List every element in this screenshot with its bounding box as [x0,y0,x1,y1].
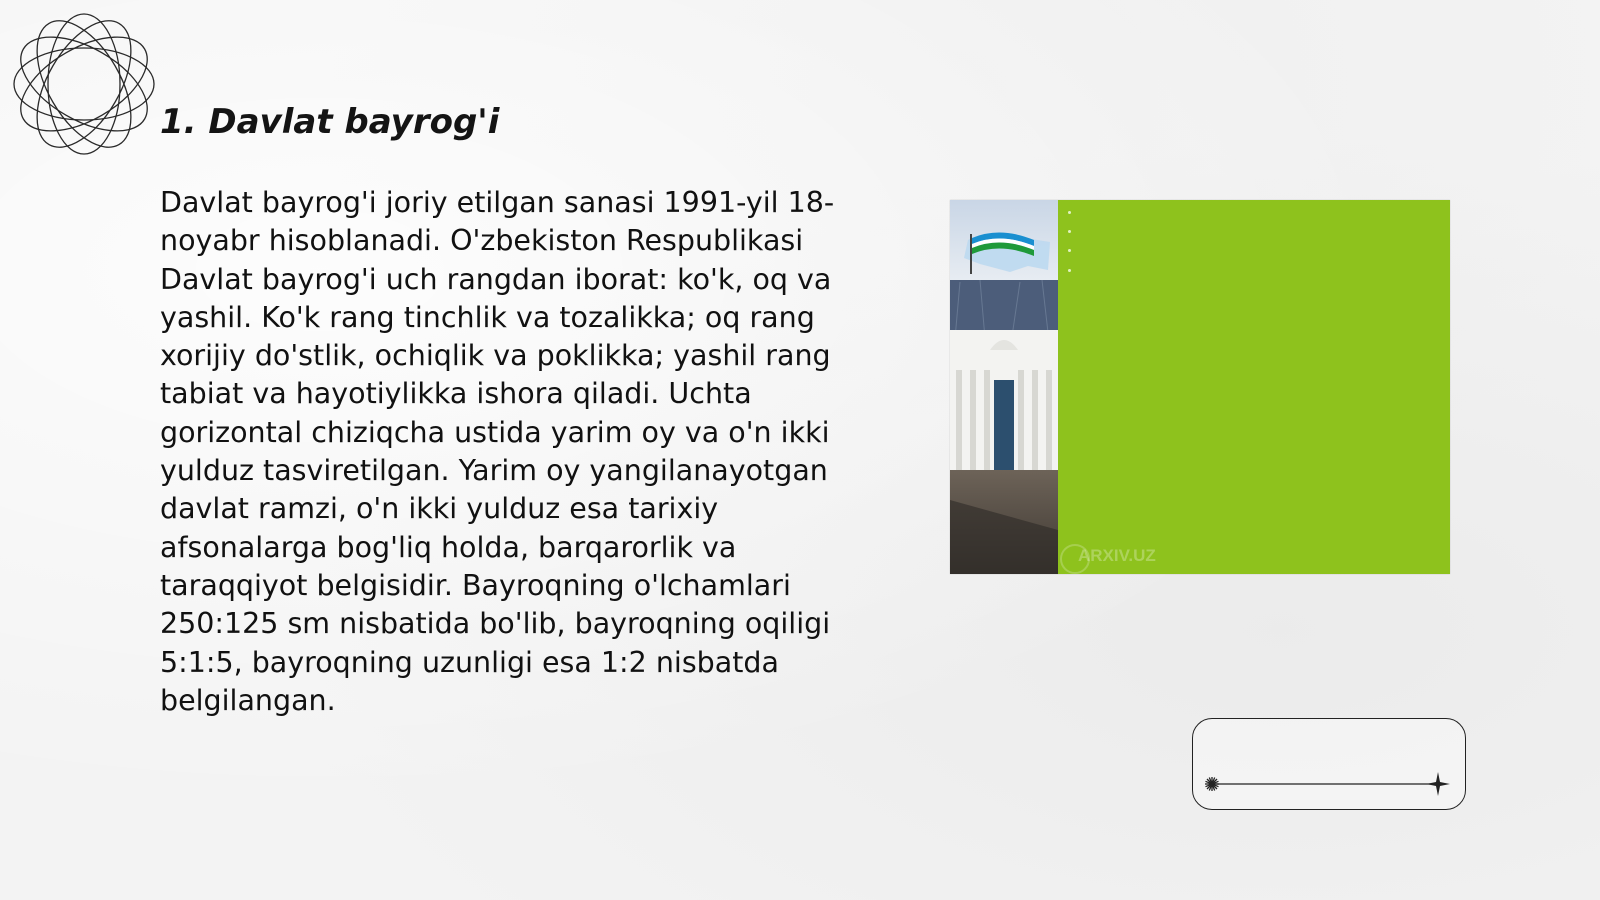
slide-title: 1. Davlat bayrog'i [160,102,500,142]
interlaced-rings-logo-icon [10,10,158,158]
slide-body-text: Davlat bayrog'i joriy etilgan sanasi 1991-yil 18-noyabr hisoblanadi. O'zbekiston Respublikasi Davlat bayrog'i uch rangdan iborat: ko'k, oq va yashil. Ko'k rang tinchlik va tozalikka; oq rang xorijiy do'stlik, ochiqlik va poklikka; yashil rang tabiat va hayotiylikka ishora qiladi. Uchta gorizontal chiziqcha ustida yarim oy va o'n ikki yulduz tasviretilgan. Yarim oy yangilanayotgan davlat ramzi, o'n ikki yulduz esa tarixiy afsonalarga bog'liq holda, barqarorlik va taraqqiyot belgisidir. Bayroqning o'lchamlari 250:125 sm nisbatida bo'lib, bayroqning oqiligi 5:1:5, bayroqning uzunligi esa 1:2 nisbatda belgilangan. [160,186,835,717]
flag-info-photo [950,200,1450,574]
starburst-icon [1205,777,1219,791]
decorative-divider-line [1200,772,1456,796]
photo-watermark: ARXIV.UZ [1078,546,1156,565]
sparkle-icon [1426,772,1450,796]
building-with-flag-image [950,200,1058,574]
photo-embedded-text [1062,206,1444,283]
decorative-rounded-box [1192,718,1466,810]
